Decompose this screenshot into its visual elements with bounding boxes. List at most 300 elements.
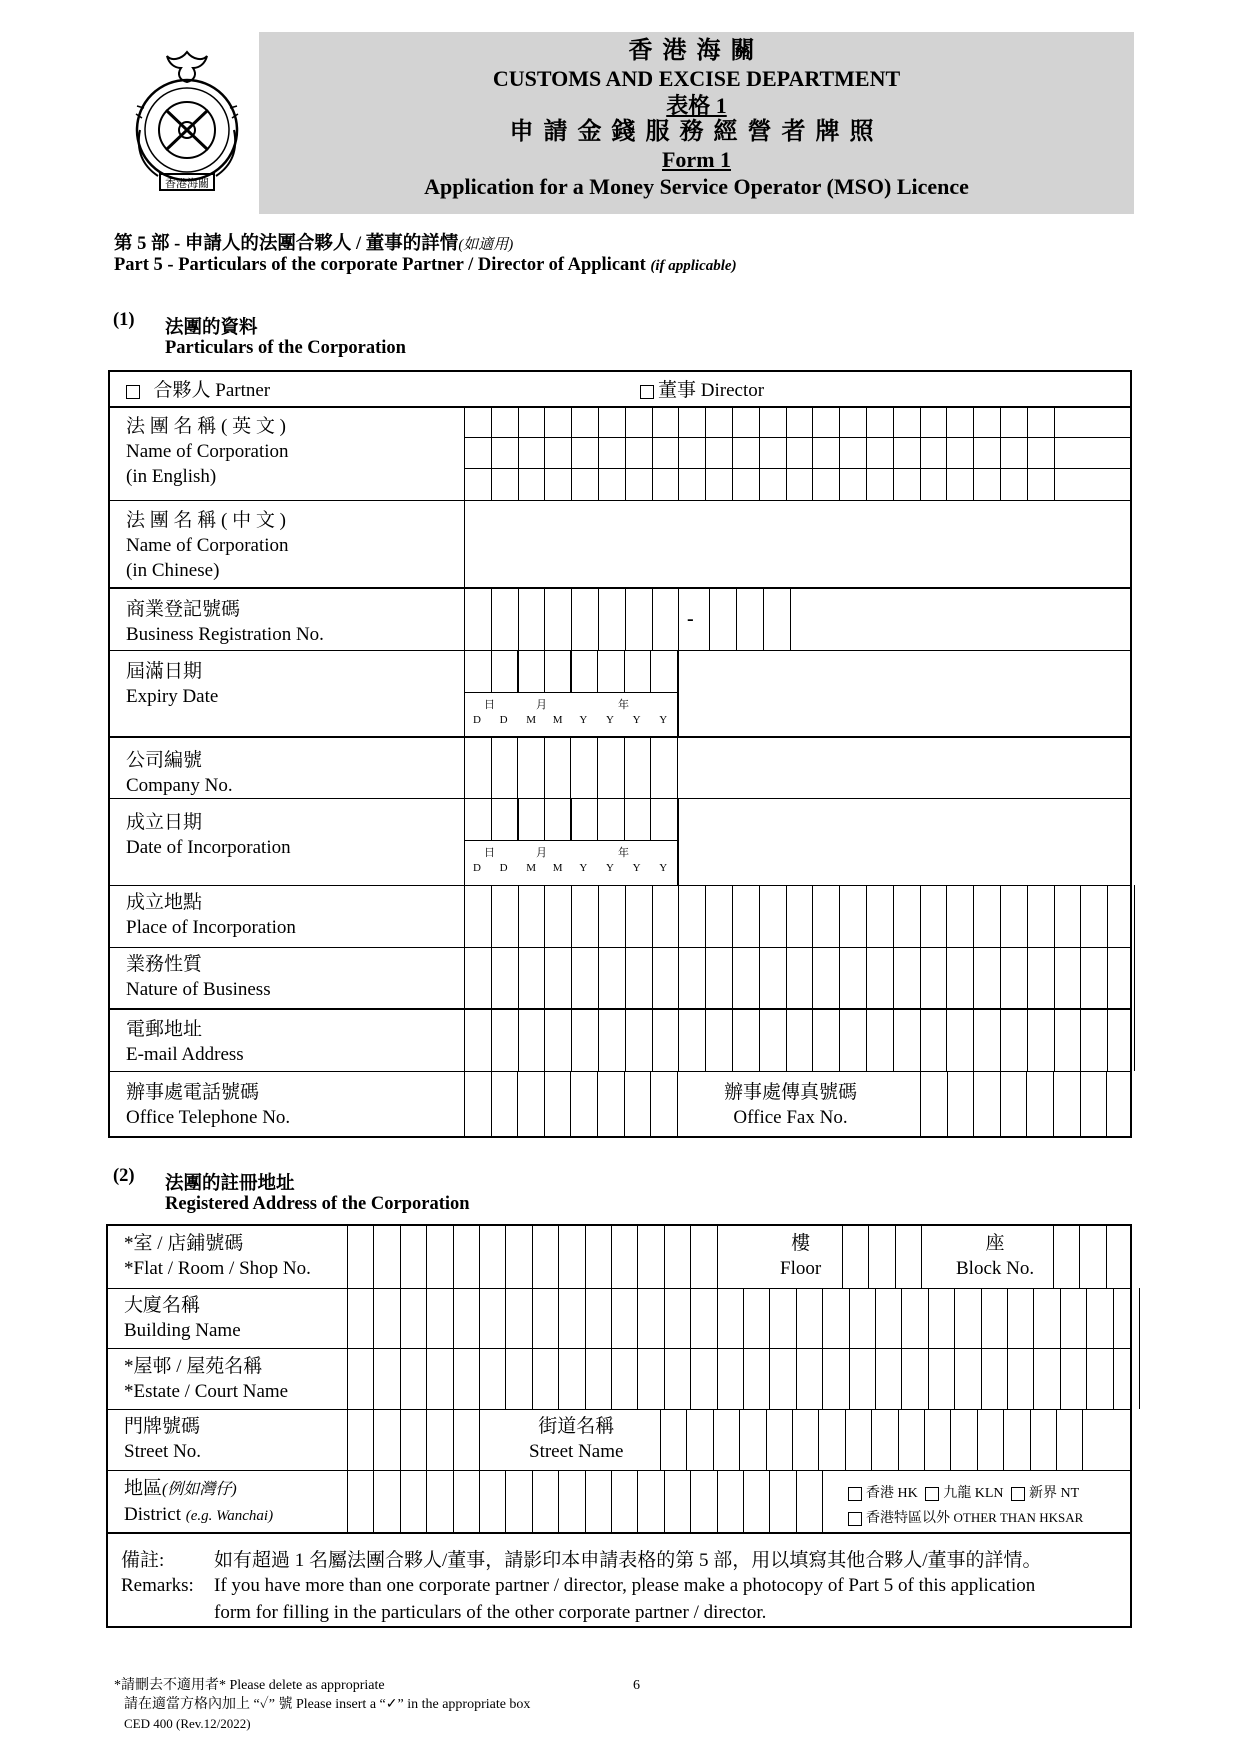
row-divider xyxy=(108,1008,1132,1010)
input-cell-divider xyxy=(1030,1409,1031,1470)
department-name-zh: 香港海關 xyxy=(628,38,765,64)
input-cell-divider xyxy=(611,1288,612,1409)
input-cell-divider xyxy=(759,885,760,1008)
input-cell-divider xyxy=(453,1288,454,1409)
remarks-label: 備註: Remarks: xyxy=(121,1550,194,1596)
nt-checkbox[interactable] xyxy=(1011,1487,1025,1501)
page-number: 6 xyxy=(633,1678,640,1693)
input-cell-divider xyxy=(505,1224,506,1288)
department-name-en: CUSTOMS AND EXCISE DEPARTMENT xyxy=(492,66,901,91)
form-number-zh: 表格 1 xyxy=(666,93,727,118)
input-cell-divider xyxy=(973,406,974,500)
input-cell-divider xyxy=(505,1288,506,1409)
input-cell-divider xyxy=(812,406,813,500)
input-cell-divider xyxy=(400,1224,401,1288)
input-cell-divider xyxy=(518,885,519,1008)
input-cell-divider xyxy=(464,1008,465,1071)
input-cell-divider xyxy=(839,1008,840,1071)
input-cell-divider xyxy=(652,885,653,1008)
input-cell-divider xyxy=(786,406,787,500)
input-cell-divider xyxy=(1107,1008,1108,1071)
input-cell-divider xyxy=(690,1288,691,1409)
input-cell-divider xyxy=(517,736,518,798)
kln-checkbox[interactable] xyxy=(925,1487,939,1501)
input-cell-divider xyxy=(839,406,840,500)
input-cell-divider xyxy=(571,587,572,650)
floor-label: 樓 Floor xyxy=(780,1233,822,1279)
input-cell-divider xyxy=(347,1224,348,1288)
input-cell-divider xyxy=(598,885,599,1008)
name-zh-label: 法 團 名 稱 ( 中 文 ) Name of Corporation (in Chinese) xyxy=(126,510,289,581)
input-cell-divider xyxy=(893,885,894,1008)
date-part-label: 年 xyxy=(618,847,629,859)
input-cell-divider xyxy=(713,1409,714,1470)
input-cell-divider xyxy=(373,1409,374,1470)
input-cell-divider xyxy=(571,406,572,500)
date-format-letter: Y xyxy=(632,714,641,726)
input-cell-divider xyxy=(901,1288,902,1409)
input-cell-divider xyxy=(743,1288,744,1409)
date-cell-bottom xyxy=(464,840,677,841)
customs-emblem-icon xyxy=(124,48,250,194)
place-of-incorporation-label: 成立地點 Place of Incorporation xyxy=(126,892,296,938)
input-cell-divider xyxy=(845,1409,846,1470)
input-cell-divider xyxy=(571,1008,572,1071)
section1-title-en: Particulars of the Corporation xyxy=(165,338,406,358)
name-en-label: 法 團 名 稱 ( 英 文 ) Name of Corporation (in English) xyxy=(126,416,289,487)
input-cell-divider xyxy=(920,885,921,1008)
date-format-letter: D xyxy=(473,862,481,874)
flat-label: *室 / 店鋪號碼 *Flat / Room / Shop No. xyxy=(124,1233,311,1279)
input-cell-divider xyxy=(946,406,947,500)
input-cell-divider xyxy=(973,1071,974,1138)
input-cell-divider xyxy=(664,1288,665,1409)
input-cell-divider xyxy=(920,1071,921,1138)
input-cell-divider xyxy=(1080,885,1081,1008)
district-options: 香港 HK 九龍 KLN 新界 NT 香港特區以外 OTHER THAN HKSAR xyxy=(848,1482,1083,1531)
street-name-label: 街道名稱 Street Name xyxy=(529,1416,624,1462)
svg-text:香港海關: 香港海關 xyxy=(165,177,209,190)
date-cell-divider xyxy=(597,650,598,692)
input-cell-divider xyxy=(1054,406,1055,500)
form-title-en: Application for a Money Service Operator (MSO) Licence xyxy=(424,174,969,199)
date-cell-divider xyxy=(624,650,625,692)
input-cell-divider xyxy=(1134,885,1135,1008)
date-cell-divider xyxy=(624,798,625,840)
district-label: 地區(例如灣仔) District (e.g. Wanchai) xyxy=(124,1478,274,1525)
street-no-label: 門牌號碼 Street No. xyxy=(124,1416,202,1462)
input-cell-divider xyxy=(759,1008,760,1071)
input-cell-divider xyxy=(1107,885,1108,1008)
input-cell-divider xyxy=(505,1470,506,1532)
input-cell-divider xyxy=(1053,1071,1054,1138)
input-cell-divider xyxy=(822,1470,823,1532)
input-cell-divider xyxy=(893,1008,894,1071)
input-cell-divider xyxy=(464,587,465,650)
input-cell-divider xyxy=(625,1008,626,1071)
input-cell-divider xyxy=(866,885,867,1008)
footer-notes: *請刪去不適用者* Please delete as appropriate 請在適當方格內加上 “✓” 號 Please insert a “✓” in the appropriate box CED 400 (Rev.12/2022) xyxy=(114,1678,531,1731)
form-number-en: Form 1 xyxy=(661,147,732,172)
input-cell-divider xyxy=(1027,885,1028,1008)
input-cell-divider xyxy=(597,736,598,798)
row-divider xyxy=(106,1470,1132,1471)
input-cell-divider xyxy=(895,1224,896,1288)
input-cell-divider xyxy=(946,1008,947,1071)
date-part-label: 日 xyxy=(484,847,495,859)
input-cell-divider xyxy=(373,1470,374,1532)
date-format-letter: D xyxy=(473,714,481,726)
telephone-label: 辦事處電話號碼 Office Telephone No. xyxy=(126,1082,291,1128)
row-divider xyxy=(108,650,1132,651)
date-cell-divider xyxy=(650,798,651,840)
input-cell-divider xyxy=(625,587,626,650)
date-part-label: 年 xyxy=(618,699,629,711)
input-cell-divider xyxy=(678,406,679,500)
input-cell-divider xyxy=(792,1409,793,1470)
input-cell-divider xyxy=(652,587,653,650)
input-cell-divider xyxy=(928,1288,929,1409)
input-cell-divider xyxy=(769,1288,770,1409)
input-cell-divider xyxy=(464,1071,465,1138)
date-format-letter: Y xyxy=(659,714,668,726)
input-cell-divider xyxy=(686,1409,687,1470)
input-cell-divider xyxy=(400,1470,401,1532)
date-cell-divider xyxy=(570,798,572,840)
input-cell-divider xyxy=(426,1224,427,1288)
input-cell-divider xyxy=(736,587,737,650)
date-format-letter: Y xyxy=(606,862,614,874)
input-cell-divider xyxy=(652,1008,653,1071)
input-cell-divider xyxy=(544,587,545,650)
input-cell-divider xyxy=(977,1409,978,1470)
input-cell-divider xyxy=(946,885,947,1008)
input-cell-divider xyxy=(732,1008,733,1071)
input-cell-divider xyxy=(898,1409,899,1470)
input-cell-divider xyxy=(1060,1288,1061,1409)
input-cell-divider xyxy=(920,1008,921,1071)
input-cell-divider xyxy=(690,1224,691,1288)
input-cell-divider xyxy=(1007,1288,1008,1409)
input-cell-divider xyxy=(1003,1409,1004,1470)
input-cell-divider xyxy=(842,1224,843,1288)
input-cell-divider xyxy=(637,1224,638,1288)
row-divider xyxy=(108,406,1132,408)
part-heading-en: Part 5 - Particulars of the corporate Partner / Director of Applicant (if applicable) xyxy=(114,255,737,275)
input-cell-divider xyxy=(1033,1288,1034,1409)
input-cell-divider xyxy=(786,1008,787,1071)
input-cell-divider xyxy=(705,1008,706,1071)
input-cell-divider xyxy=(611,1224,612,1288)
cell-row xyxy=(464,437,1132,438)
date-part-label: 月 xyxy=(536,699,547,711)
row-divider xyxy=(106,1288,1132,1289)
input-cell-divider xyxy=(479,1409,480,1470)
form-title-zh: 申請金錢服務經營者牌照 xyxy=(509,119,884,145)
input-cell-divider xyxy=(1106,1224,1107,1288)
section1-number: (1) xyxy=(113,310,135,330)
input-cell-divider xyxy=(532,1224,533,1288)
date-format-letter: M xyxy=(526,862,536,874)
input-cell-divider xyxy=(426,1409,427,1470)
input-cell-divider xyxy=(677,736,678,798)
input-cell-divider xyxy=(1054,1008,1055,1071)
partner-option[interactable]: 合夥人 Partner xyxy=(126,378,270,403)
section2-number: (2) xyxy=(113,1166,135,1186)
input-cell-divider xyxy=(924,1409,925,1470)
row-divider xyxy=(108,798,1132,799)
date-cell-bottom xyxy=(464,692,677,693)
date-cell-divider xyxy=(464,798,465,840)
input-cell-divider xyxy=(678,885,679,1008)
input-cell-divider xyxy=(1053,1224,1054,1288)
input-cell-divider xyxy=(491,587,492,650)
input-cell-divider xyxy=(664,1470,665,1532)
date-format-letter: Y xyxy=(579,714,588,726)
input-cell-divider xyxy=(517,1071,518,1138)
email-label: 電郵地址 E-mail Address xyxy=(126,1019,244,1065)
input-cell-divider xyxy=(544,885,545,1008)
input-cell-divider xyxy=(1000,406,1001,500)
remarks-text: 如有超過 1 名屬法團合夥人/董事，請影印本申請表格的第 5 部，用以填寫其他合夥人/董事的詳情。 If you have more than one corporate partner / director, please make a photocopy of Part 5 of this application form for filling in the particulars of the other corporate partner / director. xyxy=(214,1550,1042,1623)
input-cell-divider xyxy=(921,1224,922,1288)
row-divider xyxy=(106,1532,1132,1534)
date-format-letter: D xyxy=(499,714,508,726)
date-format-letter: Y xyxy=(606,714,614,726)
input-cell-divider xyxy=(759,406,760,500)
row-divider xyxy=(108,885,1132,886)
input-cell-divider xyxy=(920,406,921,500)
input-cell-divider xyxy=(973,885,974,1008)
date-format-letter: Y xyxy=(659,862,668,874)
input-cell-divider xyxy=(678,587,679,650)
estate-name-label: *屋邨 / 屋苑名稱 *Estate / Court Name xyxy=(124,1356,289,1402)
input-cell-divider xyxy=(570,1071,571,1138)
part-heading-zh: 第 5 部 - 申請人的法團合夥人 / 董事的詳情(如適用) xyxy=(114,234,514,254)
input-cell-divider xyxy=(1082,1409,1083,1470)
input-cell-divider xyxy=(347,1409,348,1470)
input-cell-divider xyxy=(544,406,545,500)
input-cell-divider xyxy=(660,1409,661,1470)
input-cell-divider xyxy=(453,1470,454,1532)
input-cell-divider xyxy=(464,885,465,1008)
input-cell-divider xyxy=(796,1470,797,1532)
input-cell-divider xyxy=(400,1409,401,1470)
input-cell-divider xyxy=(766,1409,767,1470)
section2-title-zh: 法團的註冊地址 xyxy=(165,1174,295,1194)
date-cell-divider xyxy=(650,650,651,692)
input-cell-divider xyxy=(373,1224,374,1288)
date-cell-divider xyxy=(517,650,519,692)
input-cell-divider xyxy=(786,885,787,1008)
input-cell-divider xyxy=(1080,1008,1081,1071)
input-cell-divider xyxy=(950,1409,951,1470)
row-divider xyxy=(108,1071,1132,1072)
input-cell-divider xyxy=(598,1008,599,1071)
input-cell-divider xyxy=(464,736,465,798)
input-cell-divider xyxy=(1027,406,1028,500)
input-cell-divider xyxy=(544,1071,545,1138)
row-divider xyxy=(106,1348,1132,1349)
input-cell-divider xyxy=(625,406,626,500)
row-divider xyxy=(108,736,1132,738)
input-cell-divider xyxy=(875,1288,876,1409)
incorporation-date-label: 成立日期 Date of Incorporation xyxy=(126,812,291,858)
input-cell-divider xyxy=(491,885,492,1008)
input-cell-divider xyxy=(1000,1071,1001,1138)
input-cell-divider xyxy=(518,406,519,500)
input-cell-divider xyxy=(866,1008,867,1071)
input-cell-divider xyxy=(947,1071,948,1138)
input-cell-divider xyxy=(743,1470,744,1532)
input-cell-divider xyxy=(624,736,625,798)
input-cell-divider xyxy=(558,1470,559,1532)
date-part-label: 日 xyxy=(484,699,495,711)
input-cell-divider xyxy=(479,1224,480,1288)
input-cell-divider xyxy=(585,1224,586,1288)
input-cell-divider xyxy=(532,1470,533,1532)
input-cell-divider xyxy=(491,736,492,798)
input-cell-divider xyxy=(1113,1288,1114,1409)
input-cell-divider xyxy=(866,406,867,500)
input-cell-divider xyxy=(491,406,492,500)
input-cell-divider xyxy=(464,406,465,500)
input-cell-divider xyxy=(570,736,571,798)
input-cell-divider xyxy=(571,885,572,1008)
date-cell-divider xyxy=(491,798,492,840)
header-box xyxy=(259,32,1134,214)
input-cell-divider xyxy=(1086,1288,1087,1409)
input-cell-divider xyxy=(652,406,653,500)
input-cell-divider xyxy=(739,1409,740,1470)
input-cell-divider xyxy=(347,1288,348,1409)
date-cell-divider xyxy=(491,650,492,692)
input-cell-divider xyxy=(1139,1288,1140,1409)
input-cell-divider xyxy=(717,1470,718,1532)
expiry-date-label: 屆滿日期 Expiry Date xyxy=(126,661,219,707)
date-format-letter: Y xyxy=(579,862,588,874)
input-cell-divider xyxy=(818,1409,819,1470)
input-cell-divider xyxy=(518,1008,519,1071)
date-cell-divider xyxy=(597,798,598,840)
input-cell-divider xyxy=(585,1288,586,1409)
input-cell-divider xyxy=(1106,1071,1107,1138)
input-cell-divider xyxy=(678,1008,679,1071)
cell-row xyxy=(464,468,1132,469)
row-divider xyxy=(108,500,1132,501)
input-cell-divider xyxy=(1080,1071,1081,1138)
date-cell-divider xyxy=(570,650,572,692)
input-cell-divider xyxy=(1000,1008,1001,1071)
hk-checkbox[interactable] xyxy=(848,1487,862,1501)
input-cell-divider xyxy=(709,587,710,650)
input-cell-divider xyxy=(625,885,626,1008)
date-format-letter: M xyxy=(526,714,536,726)
building-name-label: 大廈名稱 Building Name xyxy=(124,1295,241,1341)
input-cell-divider xyxy=(822,1288,823,1409)
date-format-letter: M xyxy=(552,862,563,874)
input-cell-divider xyxy=(690,1470,691,1532)
company-no-label: 公司編號 Company No. xyxy=(126,750,233,796)
input-cell-divider xyxy=(558,1288,559,1409)
input-cell-divider xyxy=(717,1224,718,1288)
input-cell-divider xyxy=(637,1288,638,1409)
input-cell-divider xyxy=(518,587,519,650)
input-cell-divider xyxy=(650,1071,651,1138)
input-cell-divider xyxy=(790,587,791,650)
input-cell-divider xyxy=(479,1288,480,1409)
input-cell-divider xyxy=(598,587,599,650)
director-checkbox[interactable] xyxy=(640,385,654,399)
input-cell-divider xyxy=(677,1071,678,1138)
block-label: 座 Block No. xyxy=(956,1233,1035,1279)
director-option[interactable]: 董事 Director xyxy=(640,378,764,403)
input-cell-divider xyxy=(624,1071,625,1138)
input-cell-divider xyxy=(1000,885,1001,1008)
input-cell-divider xyxy=(812,885,813,1008)
input-cell-divider xyxy=(598,406,599,500)
input-cell-divider xyxy=(426,1288,427,1409)
input-cell-divider xyxy=(796,1288,797,1409)
input-cell-divider xyxy=(1134,1008,1135,1071)
input-cell-divider xyxy=(1026,1071,1027,1138)
partner-checkbox[interactable] xyxy=(126,385,140,399)
input-cell-divider xyxy=(479,1470,480,1532)
date-cell-divider xyxy=(677,798,679,885)
input-cell-divider xyxy=(491,1071,492,1138)
input-cell-divider xyxy=(981,1288,982,1409)
input-cell-divider xyxy=(868,1224,869,1288)
input-cell-divider xyxy=(611,1470,612,1532)
input-cell-divider xyxy=(705,885,706,1008)
input-cell-divider xyxy=(558,1224,559,1288)
input-cell-divider xyxy=(973,1008,974,1071)
input-cell-divider xyxy=(849,1288,850,1409)
input-cell-divider xyxy=(839,885,840,1008)
brn-dash: - xyxy=(687,608,694,630)
input-cell-divider xyxy=(732,885,733,1008)
row-divider xyxy=(108,947,1132,948)
date-cell-divider xyxy=(517,798,519,840)
input-cell-divider xyxy=(893,406,894,500)
input-cell-divider xyxy=(1054,885,1055,1008)
other-than-hksar-checkbox[interactable] xyxy=(848,1512,862,1526)
section2-title-en: Registered Address of the Corporation xyxy=(165,1194,470,1214)
date-cell-divider xyxy=(544,650,545,692)
date-cell-divider xyxy=(677,650,679,736)
input-cell-divider xyxy=(532,1288,533,1409)
input-cell-divider xyxy=(705,406,706,500)
date-cell-divider xyxy=(544,798,545,840)
section1-title-zh: 法團的資料 xyxy=(165,318,258,338)
input-cell-divider xyxy=(597,1071,598,1138)
input-cell-divider xyxy=(650,736,651,798)
input-cell-divider xyxy=(491,1008,492,1071)
input-cell-divider xyxy=(1027,1008,1028,1071)
input-cell-divider xyxy=(637,1470,638,1532)
date-cell-divider xyxy=(464,650,465,692)
input-cell-divider xyxy=(347,1470,348,1532)
input-cell-divider xyxy=(664,1224,665,1288)
input-cell-divider xyxy=(1079,1224,1080,1288)
input-cell-divider xyxy=(426,1470,427,1532)
input-cell-divider xyxy=(812,1008,813,1071)
input-cell-divider xyxy=(585,1470,586,1532)
input-cell-divider xyxy=(400,1288,401,1409)
input-cell-divider xyxy=(544,736,545,798)
row-divider xyxy=(106,1409,1132,1410)
fax-label: 辦事處傳真號碼 Office Fax No. xyxy=(724,1082,858,1128)
